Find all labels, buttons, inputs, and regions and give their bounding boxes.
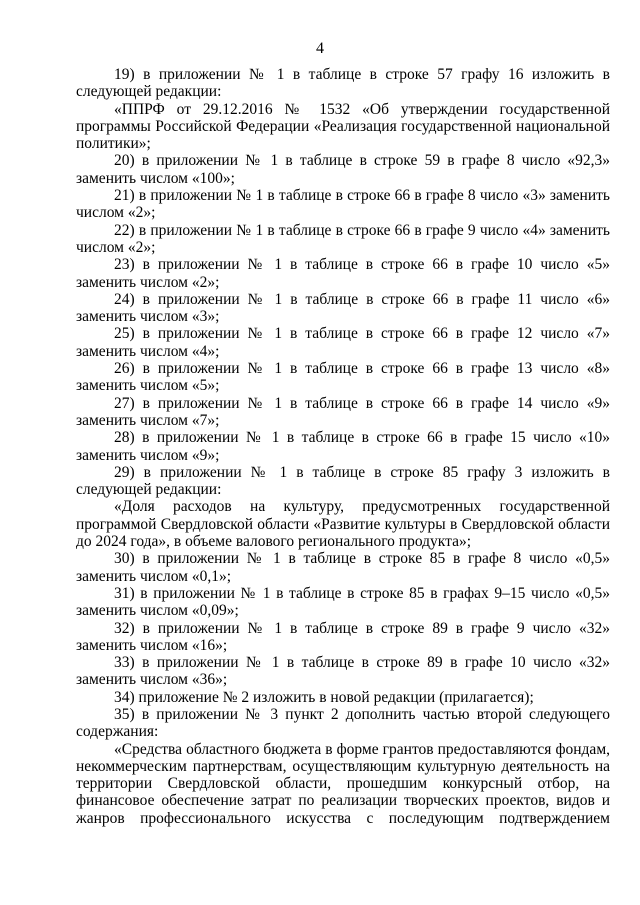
paragraph-32: 32) в приложении № 1 в таблице в строке 89 в графе 9 число «32» заменить числом «16»; — [76, 619, 610, 654]
paragraph-19: 19) в приложении № 1 в таблице в строке 57 графу 16 изложить в следующей редакции: — [76, 66, 610, 101]
paragraph-31: 31) в приложении № 1 в таблице в строке 85 в графах 9–15 число «0,5» заменить числом «0,09»; — [76, 584, 610, 620]
paragraph-20: 20) в приложении № 1 в таблице в строке 59 в графе 8 число «92,3» заменить числом «100»; — [76, 152, 610, 187]
paragraph-29: 29) в приложении № 1 в таблице в строке 85 графу 3 изложить в следующей редакции: — [76, 463, 610, 499]
page-number: 4 — [316, 40, 324, 57]
paragraph-24: 24) в приложении № 1 в таблице в строке 66 в графе 11 число «6» заменить числом «3»; — [76, 290, 610, 326]
paragraph-29-quote: «Доля расходов на культуру, предусмотренных государственной программой Свердловской области «Развитие культуры в Свердловской области до 2024 года», в объеме валового регионального продукта»; — [76, 498, 610, 551]
paragraph-25: 25) в приложении № 1 в таблице в строке 66 в графе 12 число «7» заменить числом «4»; — [76, 325, 610, 360]
paragraph-28: 28) в приложении № 1 в таблице в строке 66 в графе 15 число «10» заменить числом «9»; — [76, 429, 610, 464]
paragraph-21: 21) в приложении № 1 в таблице в строке 66 в графе 8 число «3» заменить числом «2»; — [76, 187, 610, 222]
paragraph-33: 33) в приложении № 1 в таблице в строке 89 в графе 10 число «32» заменить числом «36»; — [76, 654, 610, 689]
paragraph-35-quote: «Средства областного бюджета в форме грантов предоставляются фондам, некоммерческим партнерствам, осуществляющим культурную деятельность на территории Свердловской области, прошедшим конкурсный отбор, на финансовое обеспечение затрат по реализации творческих проектов, видов и жанров профессионального искусства с последующим подтверждением — [76, 740, 610, 827]
paragraph-22: 22) в приложении № 1 в таблице в строке 66 в графе 9 число «4» заменить числом «2»; — [76, 221, 610, 256]
document-body — [76, 66, 610, 827]
paragraph-27: 27) в приложении № 1 в таблице в строке 66 в графе 14 число «9» заменить числом «7»; — [76, 394, 610, 429]
paragraph-19-quote: «ППРФ от 29.12.2016 № 1532 «Об утверждении государственной программы Российской Федерации «Реализация государственной национальной политики»; — [76, 100, 610, 153]
paragraph-34: 34) приложение № 2 изложить в новой редакции (прилагается); — [114, 688, 534, 706]
paragraph-23: 23) в приложении № 1 в таблице в строке 66 в графе 10 число «5» заменить числом «2»; — [76, 256, 610, 291]
paragraph-35: 35) в приложении № 3 пункт 2 дополнить частью второй следующего содержания: — [76, 705, 610, 741]
paragraph-30: 30) в приложении № 1 в таблице в строке 85 в графе 8 число «0,5» заменить числом «0,1»; — [76, 550, 610, 585]
paragraph-26: 26) в приложении № 1 в таблице в строке 66 в графе 13 число «8» заменить числом «5»; — [76, 360, 610, 395]
